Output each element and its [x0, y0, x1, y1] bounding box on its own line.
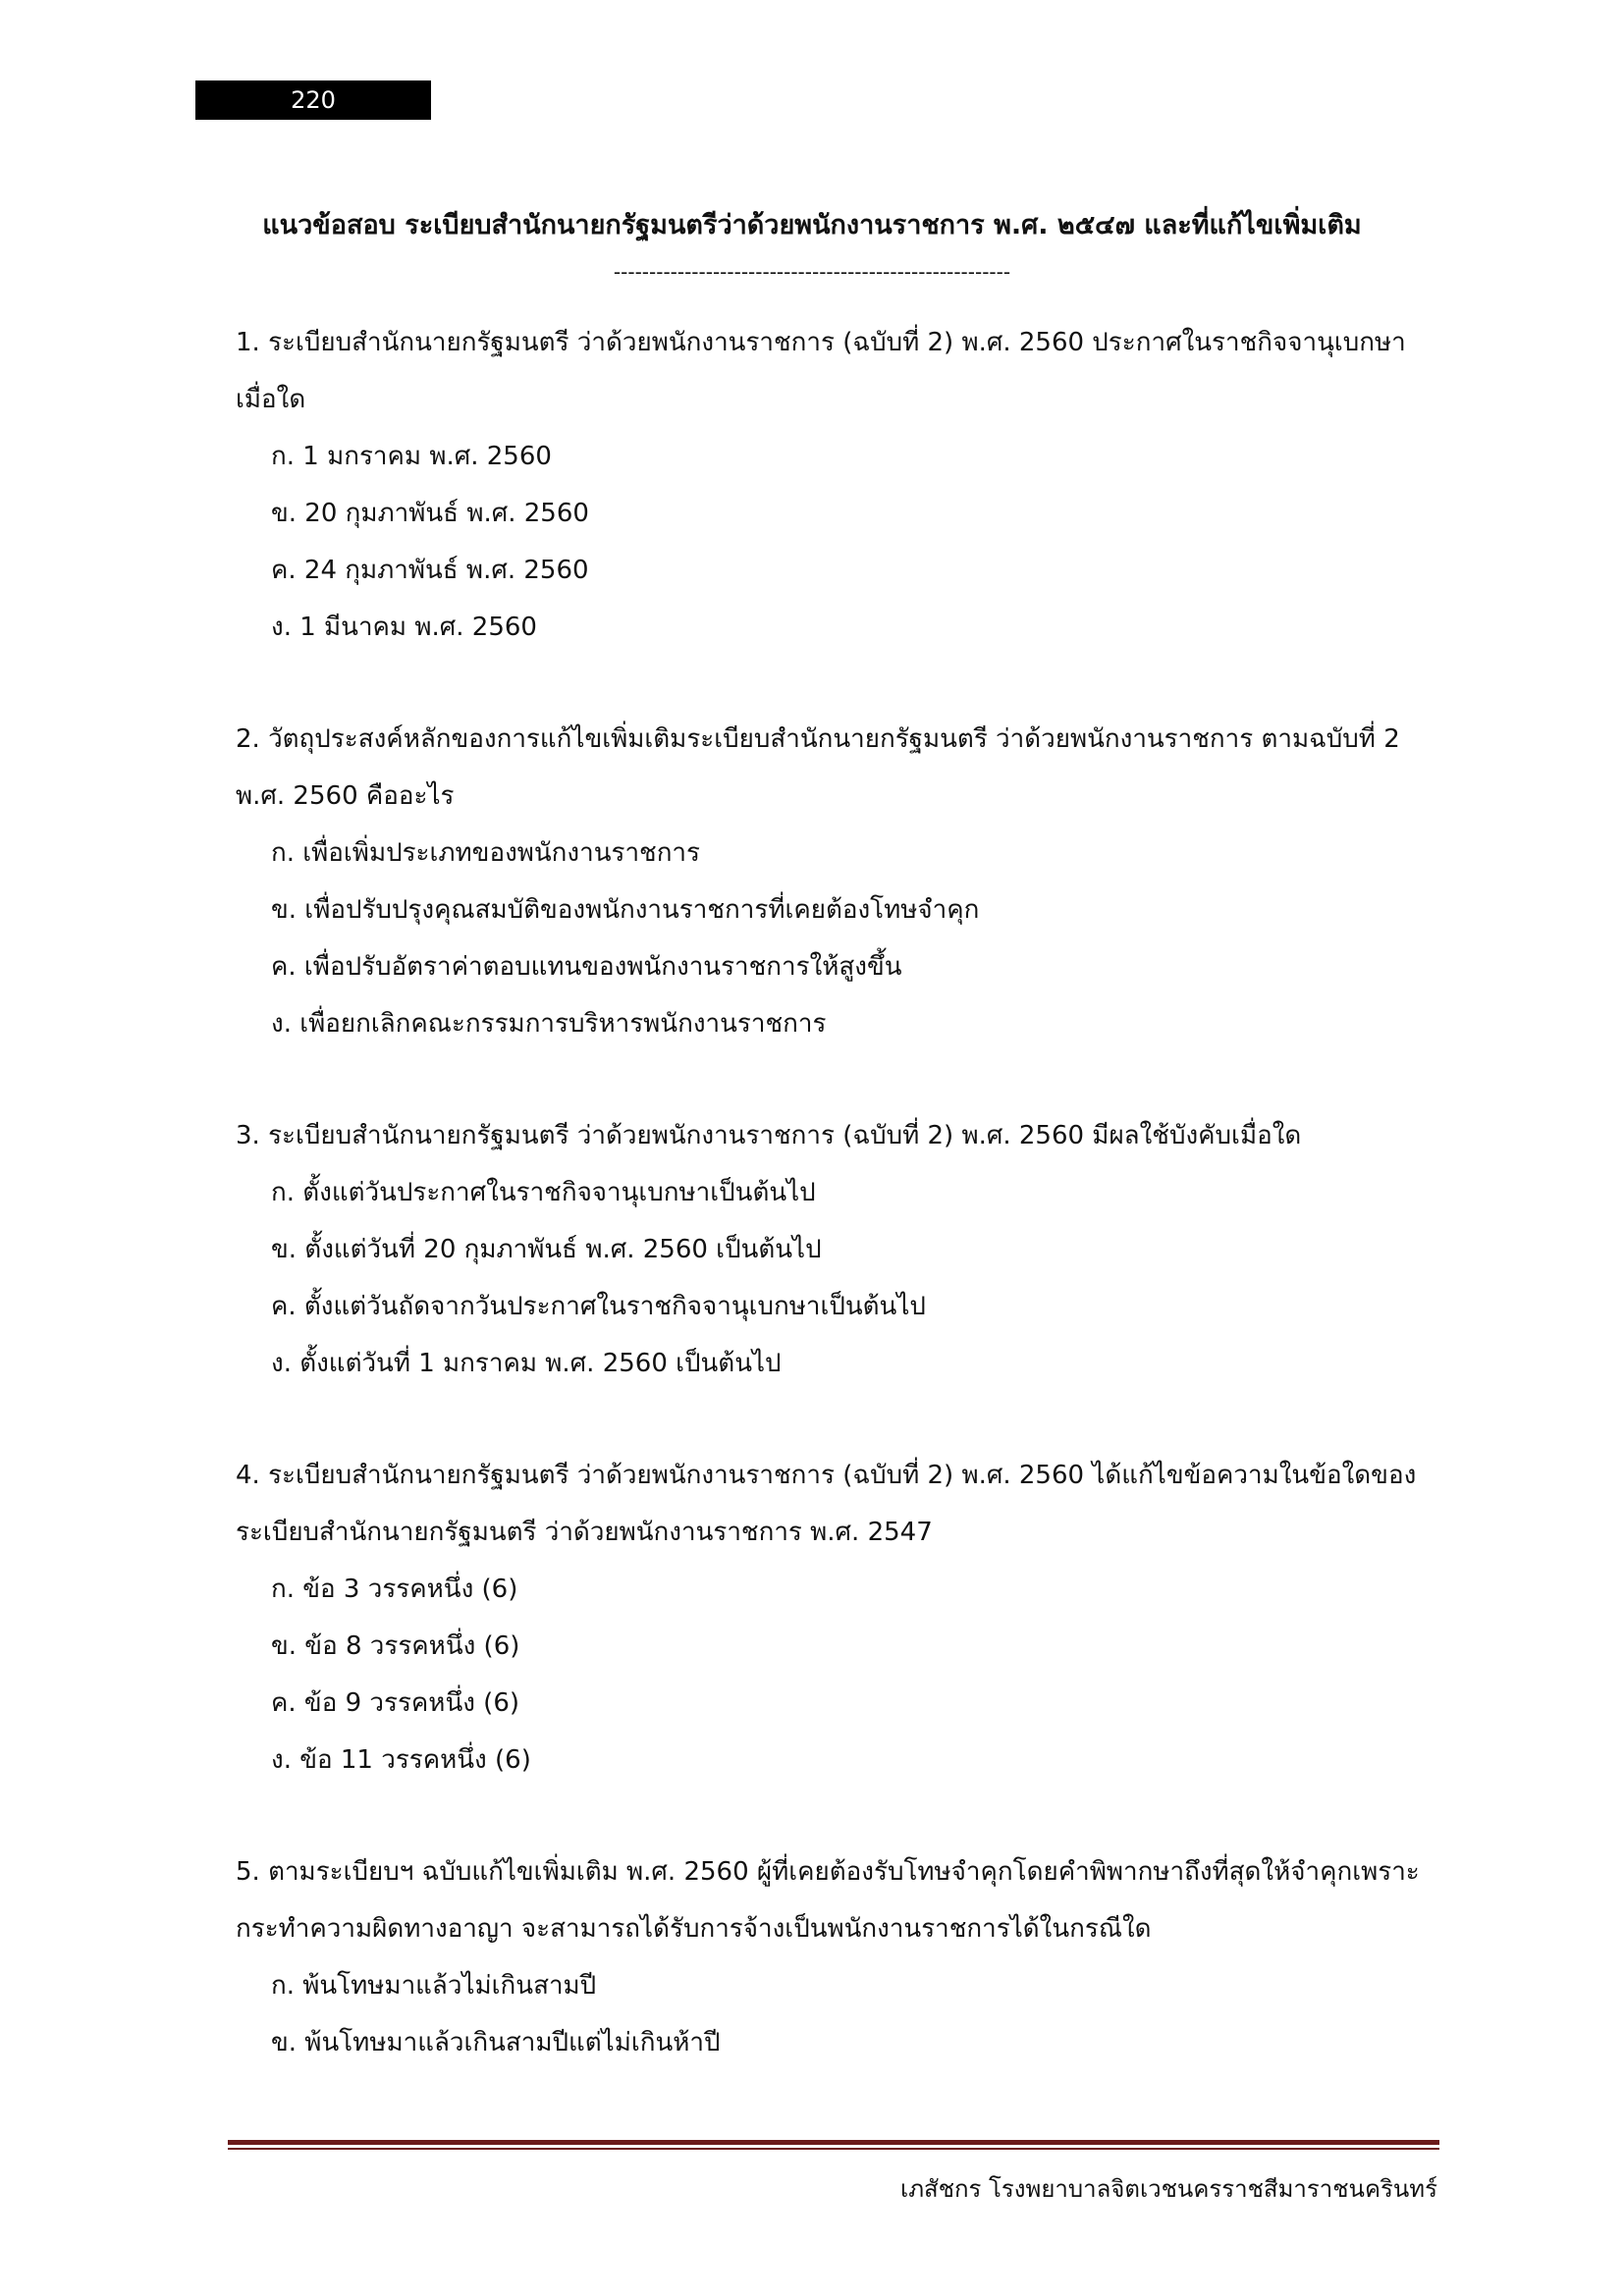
choice-b: ข. ตั้งแต่วันที่ 20 กุมภาพันธ์ พ.ศ. 2560 เป็นต้นไป — [271, 1235, 822, 1264]
choice-b: ข. พ้นโทษมาแล้วเกินสามปีแต่ไม่เกินห้าปี — [271, 2028, 721, 2057]
question-5 — [236, 1843, 1445, 2071]
choice-d: ง. 1 มีนาคม พ.ศ. 2560 — [271, 613, 537, 642]
choice-d: ง. เพื่อยกเลิกคณะกรรมการบริหารพนักงานราชการ — [271, 1009, 827, 1039]
question-3 — [236, 1107, 1445, 1392]
choice-a: ก. พ้นโทษมาแล้วไม่เกินสามปี — [271, 1971, 597, 2001]
choice-b: ข. 20 กุมภาพันธ์ พ.ศ. 2560 — [271, 499, 589, 528]
choice-a: ก. 1 มกราคม พ.ศ. 2560 — [271, 442, 552, 471]
question-text: 3. ระเบียบสำนักนายกรัฐมนตรี ว่าด้วยพนักงานราชการ (ฉบับที่ 2) พ.ศ. 2560 มีผลใช้บังคับเมื่อใด — [236, 1121, 1302, 1150]
choice-a: ก. ข้อ 3 วรรคหนึ่ง (6) — [271, 1575, 518, 1604]
question-1 — [236, 314, 1445, 656]
choice-b: ข. ข้อ 8 วรรคหนึ่ง (6) — [271, 1631, 520, 1661]
footer-divider — [228, 2140, 1439, 2145]
question-text: 4. ระเบียบสำนักนายกรัฐมนตรี ว่าด้วยพนักงานราชการ (ฉบับที่ 2) พ.ศ. 2560 ได้แก้ไขข้อความในข้อใดของระเบียบสำนักนายกรัฐมนตรี ว่าด้วยพนักงานราชการ พ.ศ. 2547 — [236, 1461, 1417, 1547]
page-number: 220 — [195, 80, 431, 120]
document-title: แนวข้อสอบ ระเบียบสำนักนายกรัฐมนตรีว่าด้วยพนักงานราชการ พ.ศ. ๒๕๔๗ และที่แก้ไขเพิ่มเติม — [262, 210, 1362, 240]
question-2 — [236, 711, 1445, 1052]
choice-d: ง. ตั้งแต่วันที่ 1 มกราคม พ.ศ. 2560 เป็นต้นไป — [271, 1349, 782, 1378]
choice-c: ค. เพื่อปรับอัตราค่าตอบแทนของพนักงานราชการให้สูงขึ้น — [271, 952, 902, 982]
question-list — [236, 314, 1445, 2126]
choice-a: ก. เพื่อเพิ่มประเภทของพนักงานราชการ — [271, 838, 700, 868]
choice-c: ค. ข้อ 9 วรรคหนึ่ง (6) — [271, 1688, 520, 1718]
choice-d: ง. ข้อ 11 วรรคหนึ่ง (6) — [271, 1745, 531, 1775]
question-4 — [236, 1447, 1445, 1789]
choice-a: ก. ตั้งแต่วันประกาศในราชกิจจานุเบกษาเป็นต้นไป — [271, 1178, 816, 1207]
choice-c: ค. 24 กุมภาพันธ์ พ.ศ. 2560 — [271, 556, 589, 585]
choice-b: ข. เพื่อปรับปรุงคุณสมบัติของพนักงานราชการที่เคยต้องโทษจำคุก — [271, 895, 980, 925]
question-text: 1. ระเบียบสำนักนายกรัฐมนตรี ว่าด้วยพนักงานราชการ (ฉบับที่ 2) พ.ศ. 2560 ประกาศในราชกิจจานุเบกษาเมื่อใด — [236, 328, 1406, 414]
footer-divider-thin — [228, 2148, 1439, 2150]
question-text: 5. ตามระเบียบฯ ฉบับแก้ไขเพิ่มเติม พ.ศ. 2560 ผู้ที่เคยต้องรับโทษจำคุกโดยคำพิพากษาถึงที่สุดให้จำคุกเพราะกระทำความผิดทางอาญา จะสามารถได้รับการจ้างเป็นพนักงานราชการได้ในกรณีใด — [236, 1857, 1420, 1944]
footer-author: เภสัชกร โรงพยาบาลจิตเวชนครราชสีมาราชนครินทร์ — [900, 2175, 1437, 2203]
choice-c: ค. ตั้งแต่วันถัดจากวันประกาศในราชกิจจานุเบกษาเป็นต้นไป — [271, 1292, 926, 1321]
title-divider: -------------------------------------------------------- — [613, 260, 1011, 284]
question-text: 2. วัตถุประสงค์หลักของการแก้ไขเพิ่มเติมระเบียบสำนักนายกรัฐมนตรี ว่าด้วยพนักงานราชการ ตามฉบับที่ 2 พ.ศ. 2560 คืออะไร — [236, 724, 1400, 811]
